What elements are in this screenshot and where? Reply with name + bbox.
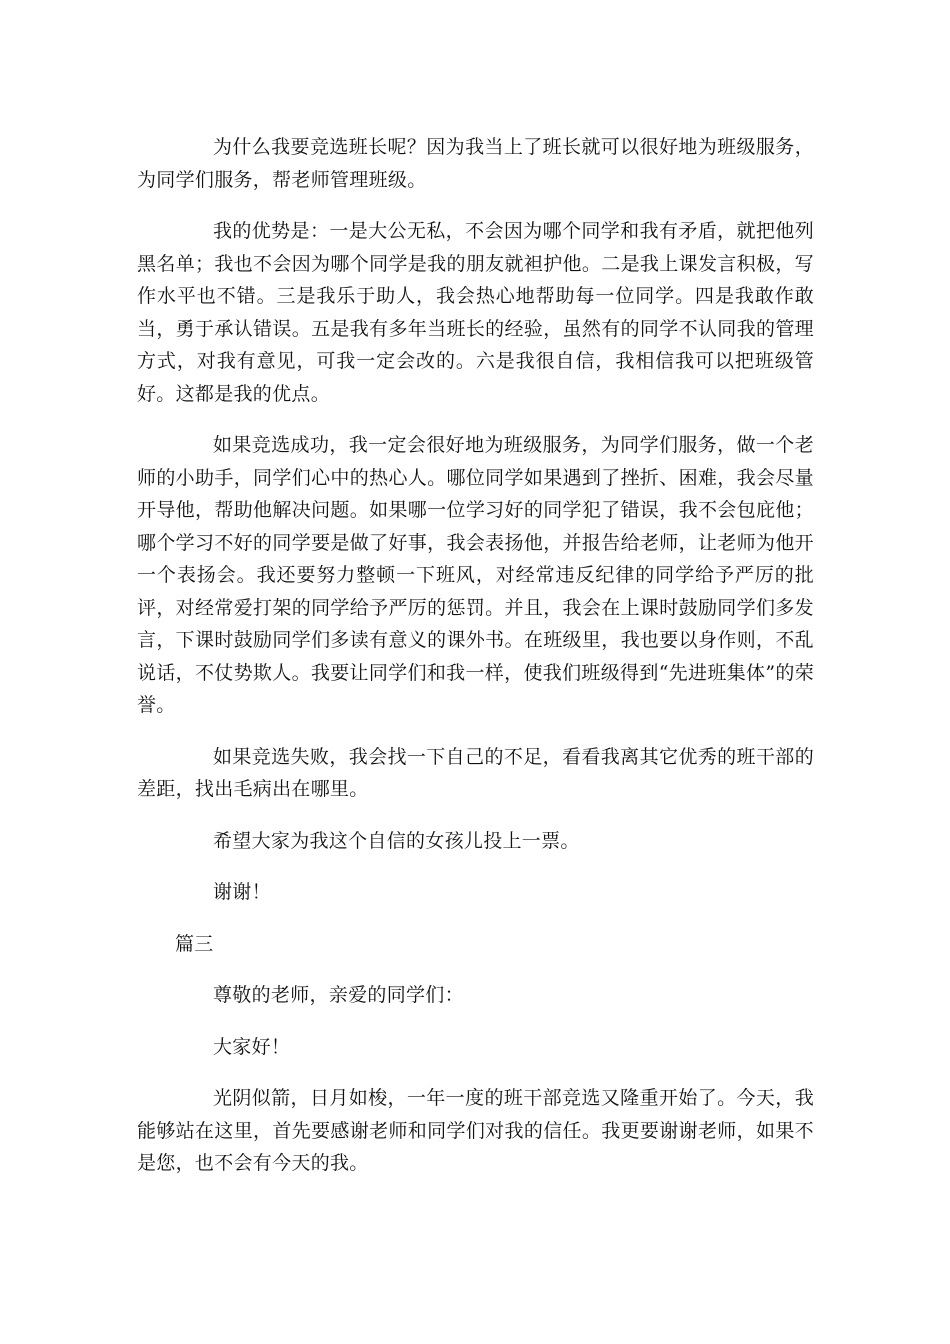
paragraph-thanks: 谢谢！ (213, 881, 271, 903)
document-page (137, 131, 814, 1180)
paragraph-greeting-audience: 尊敬的老师，亲爱的同学们： (213, 984, 464, 1006)
section-heading: 篇三 (175, 932, 214, 955)
paragraph-if-success: 如果竞选成功，我一定会很好地为班级服务，为同学们服务，做一个老师的小助手，同学们心中的热心人。哪位同学如果遇到了挫折、困难，我会尽量开导他，帮助他解决问题。如果哪一位学习好的同学犯了错误，我不会包庇他；哪个学习不好的同学要是做了好事，我会表扬他，并报告给老师，让老师为他开一个表扬会。我还要努力整顿一下班风，对经常违反纪律的同学给予严厉的批评，对经常爱打架的同学给予严厉的惩罚。并且，我会在上课时鼓励同学们多发言，下课时鼓励同学们多读有意义的课外书。在班级里，我也要以身作则，不乱说话，不仗势欺人。我要让同学们和我一样，使我们班级得到“先进班集体”的荣誉。 (137, 434, 814, 716)
paragraph-opening: 光阴似箭，日月如梭，一年一度的班干部竞选又隆重开始了。今天，我能够站在这里，首先要感谢老师和同学们对我的信任。我更要谢谢老师，如果不是您，也不会有今天的我。 (137, 1087, 814, 1174)
paragraph-why-run: 为什么我要竞选班长呢？因为我当上了班长就可以很好地为班级服务，为同学们服务，帮老师管理班级。 (137, 136, 814, 191)
paragraph-if-fail: 如果竞选失败，我会找一下自己的不足，看看我离其它优秀的班干部的差距，找出毛病出在哪里。 (137, 745, 814, 800)
paragraph-strengths: 我的优势是：一是大公无私，不会因为哪个同学和我有矛盾，就把他列黑名单；我也不会因为哪个同学是我的朋友就袒护他。二是我上课发言积极，写作水平也不错。三是我乐于助人，我会热心地帮助每一位同学。四是我敢作敢当，勇于承认错误。五是我有多年当班长的经验，虽然有的同学不认同我的管理方式，对我有意见，可我一定会改的。六是我很自信，我相信我可以把班级管好。这都是我的优点。 (137, 220, 814, 405)
paragraph-hello: 大家好！ (213, 1035, 291, 1058)
paragraph-vote-request: 希望大家为我这个自信的女孩儿投上一票。 (213, 829, 580, 852)
